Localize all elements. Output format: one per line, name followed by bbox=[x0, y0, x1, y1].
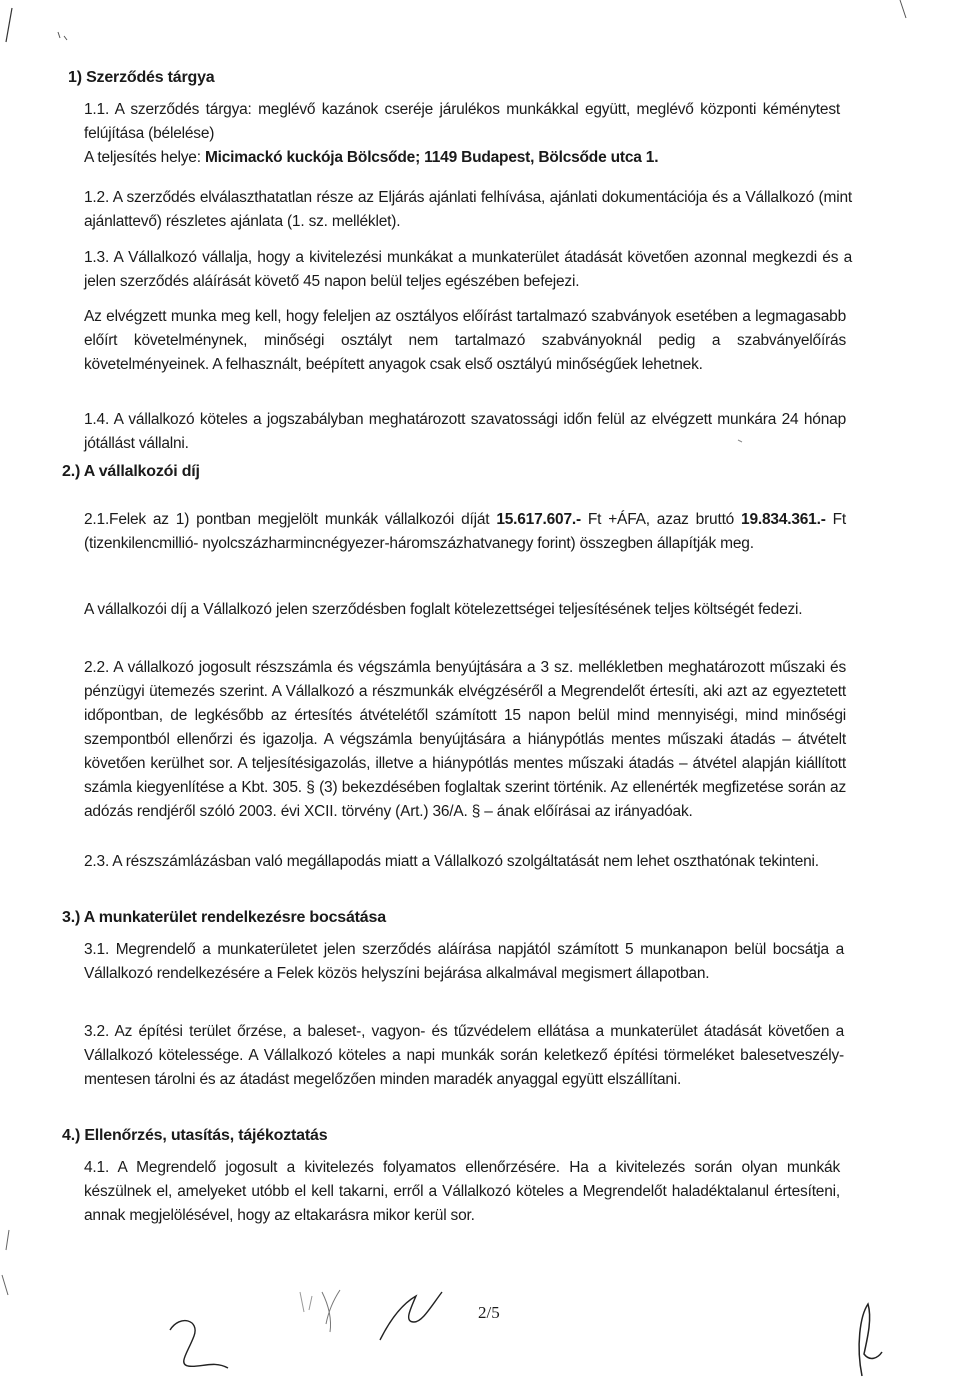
scan-speck bbox=[738, 440, 742, 442]
paragraph-3-2: 3.2. Az építési terület őrzése, a baleset-, vagyon- és tűzvédelem ellátása a munkaterület átadását követően a Vállalkozó kötelessége. A Vállalkozó köteles a napi munkák során keletkező építési törmeléket balesetveszély-mentesen tárolni és az átadást megelőzően minden maradék anyaggal együtt elszállítani. bbox=[84, 1023, 844, 1088]
net-fee: 15.617.607.- bbox=[496, 511, 581, 528]
section-3-heading: 3.) A munkaterület rendelkezésre bocsátása bbox=[62, 909, 386, 926]
fee-text-a: 2.1.Felek az 1) pontban megjelölt munkák vállalkozói díját bbox=[84, 511, 497, 528]
paragraph-1-1: 1.1. A szerződés tárgya: meglévő kazánok cseréje járulékos munkákkal együtt, meglévő központi kéménytest felújítása (bélelése) bbox=[84, 101, 840, 142]
section-4-heading: 4.) Ellenőrzés, utasítás, tájékoztatás bbox=[62, 1127, 328, 1144]
paragraph-3-1: 3.1. Megrendelő a munkaterületet jelen szerződés aláírása napjától számított 5 munkanapon belül bocsátja a Vállalkozó rendelkezésére a Felek közös helyszíni bejárása alkalmával megismert állapotban. bbox=[84, 941, 844, 982]
scan-mark-top-right bbox=[900, 0, 906, 18]
location-value: Micimackó kuckója Bölcsőde; 1149 Budapest, Bölcsőde utca 1. bbox=[204, 149, 659, 166]
initial-signature-4 bbox=[859, 1304, 882, 1376]
location-label: A teljesítés helye: bbox=[84, 149, 205, 166]
paragraph-1-3: 1.3. A Vállalkozó vállalja, hogy a kivitelezési munkákat a munkaterület átadását követően azonnal megkezdi és a jelen szerződés aláírását követő 45 napon belül teljes egészében befejezi. bbox=[84, 249, 852, 290]
paragraph-1-4: 1.4. A vállalkozó köteles a jogszabályban meghatározott szavatossági időn felül az elvégzett munkára 24 hónap jótállást vállalni. bbox=[84, 411, 846, 452]
paragraph-2-1-coverage: A vállalkozói díj a Vállalkozó jelen szerződésben foglalt kötelezettségei teljesítésének teljes költségét fedezi. bbox=[84, 601, 803, 618]
initial-signature-1 bbox=[170, 1321, 228, 1368]
page-number: 2/5 bbox=[478, 1303, 500, 1322]
paragraph-2-2: 2.2. A vállalkozó jogosult részszámla és végszámla benyújtására a 3 sz. mellékletben meghatározott műszaki és pénzügyi ütemezés szerint. A Vállalkozó a részmunkák elvégzéséről a Megrendelőt értesíti, aki azt az egyeztetett időpontban, de legkésőbb az értesítés átvételétől számított 15 napon belül mind mennyiségi, mind minőségi szempontból ellenőrzi és igazolja. A végszámla benyújtására a hiánypótlás mentes műszaki átadás – átvételt követően kerülhet sor. A teljesítésigazolás, illetve a hiánypótlás mentes műszaki átadás – átvétel alapján kiállított számla kiegyenlítése a Kbt. 305. § (3) bekezdésében foglaltak szerint történik. Az ellenérték megfizetése során az adózás rendjéről szóló 2003. évi XCII. törvény (Art.) 36/A. § – ának előírásai az irányadóak. bbox=[84, 659, 846, 820]
initial-signature-2 bbox=[322, 1290, 340, 1332]
margin-mark-left bbox=[2, 1230, 9, 1295]
paragraph-1-3-quality: Az elvégzett munka meg kell, hogy feleljen az osztályos előírást tartalmazó szabványok esetében a legmagasabb előírt követelménynek, minőségi osztályt nem tartalmazó szabványoknál pedig a szabványelőírás követelményeinek. A felhasznált, beépített anyagok csak első osztályú minőségűek lehetnek. bbox=[84, 308, 846, 373]
gross-fee: 19.834.361.- bbox=[741, 511, 826, 528]
fee-text-b: Ft +ÁFA, azaz bruttó bbox=[580, 511, 742, 528]
paragraph-2-3: 2.3. A részszámlázásban való megállapodás miatt a Vállalkozó szolgáltatását nem lehet oszthatónak tekinteni. bbox=[84, 853, 819, 870]
scan-speck-top bbox=[58, 32, 67, 40]
fee-text-c: Ft (tizenkilencmillió- nyolcszázharmincnégyezer-háromszázhatvanegy forint) összegben állapítják meg. bbox=[84, 511, 846, 552]
initial-signature-3 bbox=[380, 1292, 442, 1340]
scan-mark-top-left bbox=[6, 8, 12, 42]
paragraph-4-1: 4.1. A Megrendelő jogosult a kivitelezés folyamatos ellenőrzésére. Ha a kivitelezés során olyan munkák készülnek el, amelyeket utóbb el kell takarni, erről a Vállalkozó köteles a Megrendelőt haladéktalanul értesíteni, annak megjelölésével, hogy az eltakarásra mikor kerül sor. bbox=[84, 1159, 840, 1224]
paragraph-1-2: 1.2. A szerződés elválaszthatatlan része az Eljárás ajánlati felhívása, ajánlati dokumentációja és a Vállalkozó (mint ajánlattevő) részletes ajánlata (1. sz. melléklet). bbox=[84, 189, 852, 230]
section-1-heading: 1) Szerződés tárgya bbox=[68, 69, 215, 86]
faint-mark bbox=[300, 1292, 312, 1312]
section-2-heading: 2.) A vállalkozói díj bbox=[62, 463, 200, 480]
